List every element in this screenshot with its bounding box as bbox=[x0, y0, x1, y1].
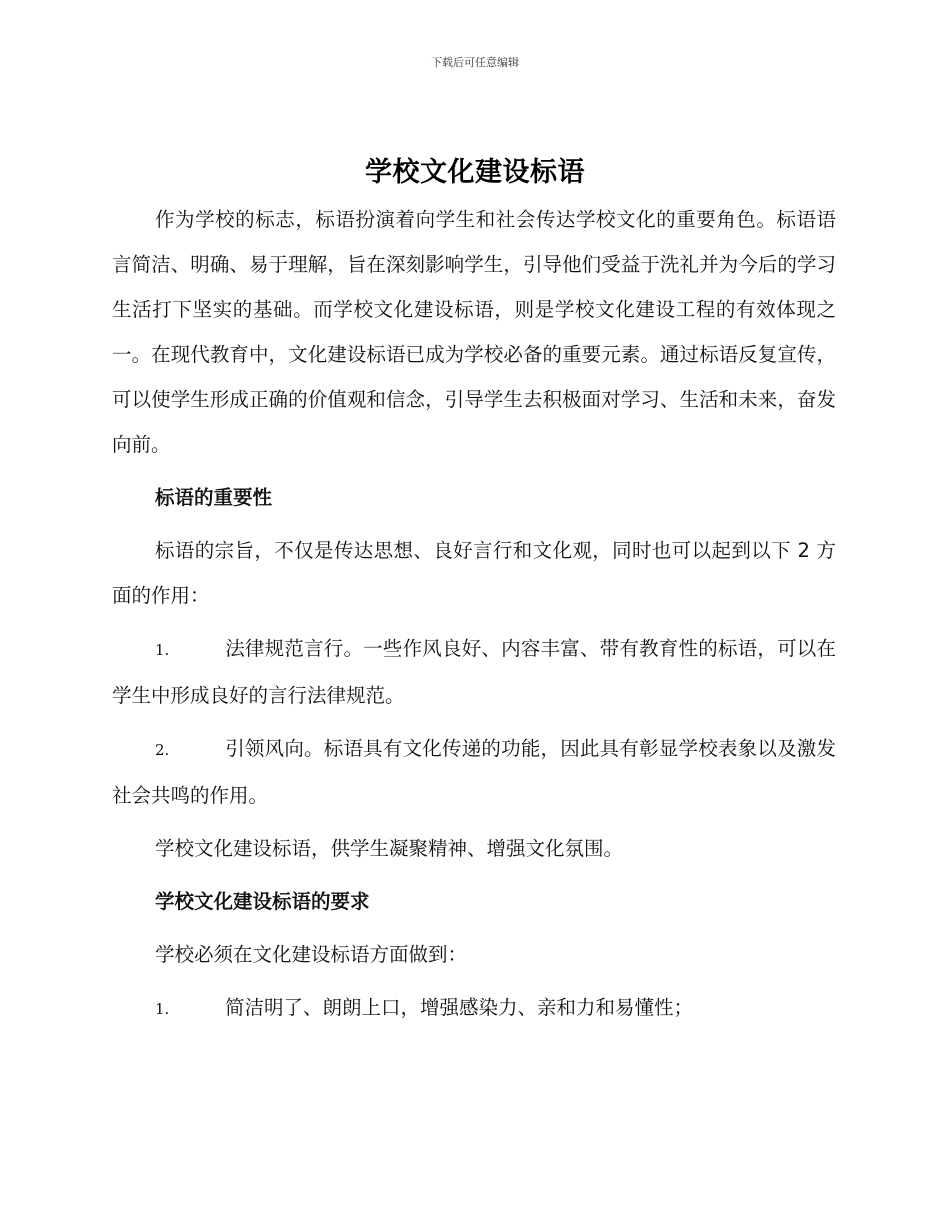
list-item-text: 法律规范言行。一些作风良好、内容丰富、带有教育性的标语，可以在学生中形成良好的言行法律规范。 bbox=[112, 637, 836, 707]
list-item-text: 引领风向。标语具有文化传递的功能，因此具有彰显学校表象以及激发社会共鸣的作用。 bbox=[112, 737, 836, 807]
closing-paragraph: 学校文化建设标语，供学生凝聚精神、增强文化氛围。 bbox=[155, 837, 624, 860]
list-item-text: 简洁明了、朗朗上口，增强感染力、亲和力和易懂性； bbox=[225, 996, 694, 1019]
section-heading-importance: 标语的重要性 bbox=[155, 486, 273, 509]
list-number: 1. bbox=[155, 641, 170, 659]
document-title: 学校文化建设标语 bbox=[365, 157, 585, 188]
list-item bbox=[112, 718, 836, 818]
document-body bbox=[112, 197, 836, 1032]
header-note: 下载后可任意编辑 bbox=[431, 56, 519, 69]
requirements-paragraph: 学校必须在文化建设标语方面做到： bbox=[155, 943, 468, 966]
list-number: 1. bbox=[155, 1000, 170, 1018]
list-number: 2. bbox=[155, 741, 170, 759]
list-item bbox=[112, 618, 836, 718]
importance-paragraph: 标语的宗旨，不仅是传达思想、良好言行和文化观，同时也可以起到以下 2 方面的作用： bbox=[112, 539, 836, 607]
list-item bbox=[112, 977, 836, 1032]
section-heading-requirements: 学校文化建设标语的要求 bbox=[155, 890, 370, 913]
intro-paragraph: 作为学校的标志，标语扮演着向学生和社会传达学校文化的重要角色。标语语言简洁、明确、易于理解，旨在深刻影响学生，引导他们受益于洗礼并为今后的学习生活打下坚实的基础。而学校文化建设标语，则是学校文化建设工程的有效体现之一。在现代教育中，文化建设标语已成为学校必备的重要元素。通过标语反复宣传，可以使学生形成正确的价值观和信念，引导学生去积极面对学习、生活和未来，奋发向前。 bbox=[112, 208, 836, 456]
